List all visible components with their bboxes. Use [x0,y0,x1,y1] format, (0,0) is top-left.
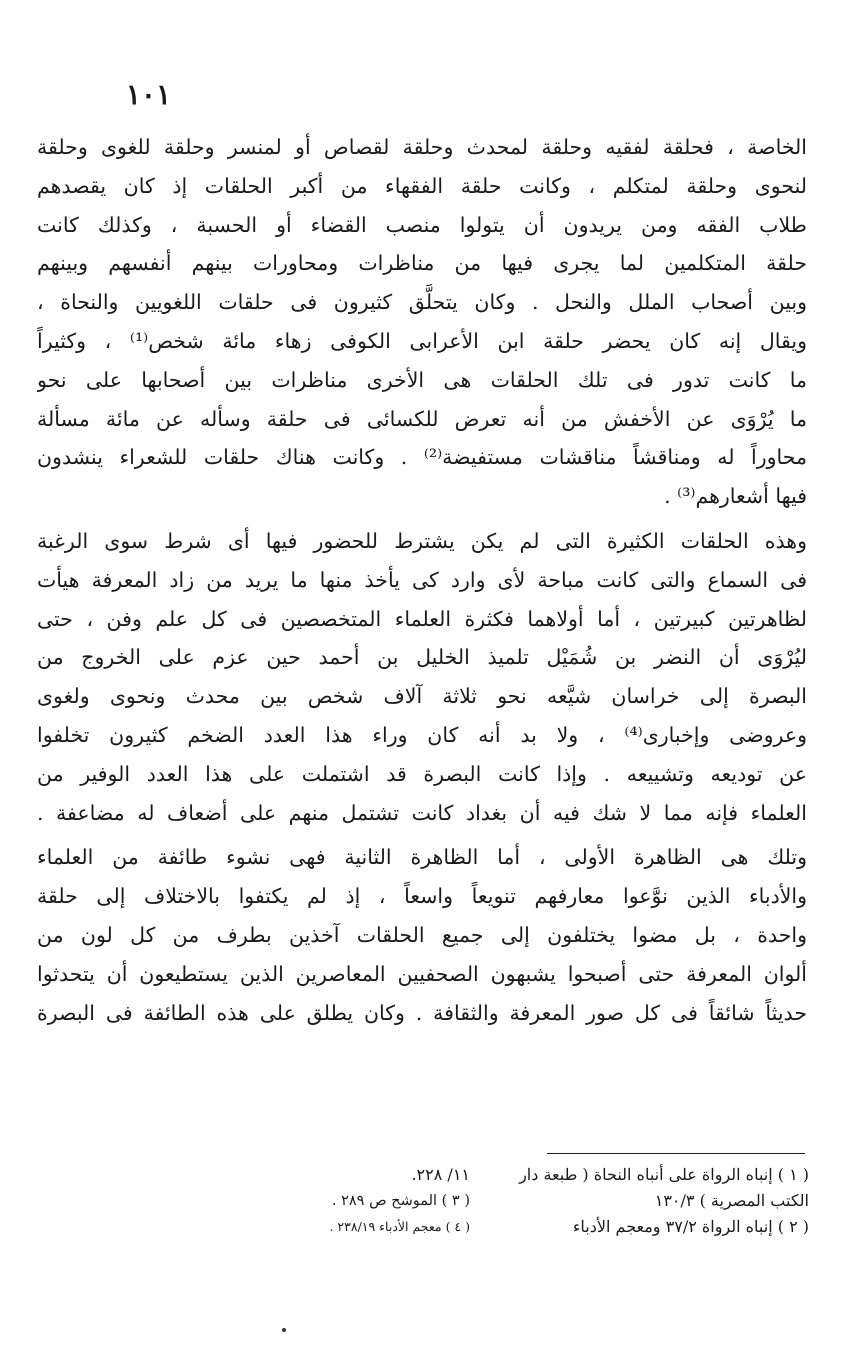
text-line: فى السماع والتى كانت مباحة لأى وارد كى يأخذ منها ما يريد من زاد المعرفة هيأت [37,567,807,592]
text-line: ما كانت تدور فى تلك الحلقات هى الأخرى مناظرات بين أصحابها على نحو [37,367,807,392]
ink-dot [282,1328,286,1332]
text-line: ليُرْوَى أن النضر بن شُمَيْل تلميذ الخليل بن أحمد حين عزم على الخروج من [37,645,807,670]
text-line: الخاصة ، فحلقة لفقيه وحلقة لمحدث وحلقة لقصاص أو لمنسر وحلقة للغوى وحلقة [37,135,807,159]
text-line: حلقة المتكلمين لما يجرى فيها من مناظرات ومحاورات بينهم أنفسهم وبينهم [37,251,807,276]
footnote-line: ( ٢ ) إنباه الرواة ٣٧/٢ ومعجم الأدباء [572,1217,809,1236]
text-line: عن توديعه وتشييعه . وإذا كانت البصرة قد اشتملت على هذا العدد الوفير من [37,761,807,786]
footnote-line: ( ٣ ) الموشح ص ٢٨٩ . [331,1193,470,1209]
footnote-line: الكتب المصرية ) ١٣٠/٣ [654,1191,809,1210]
text-line: واحدة ، بل مضوا يختلفون إلى جميع الحلقات آخذين بطرف من كل لون من [37,922,807,947]
footnote-line: ( ٤ ) معجم الأدباء ٢٣٨/١٩ . [329,1219,470,1234]
text-line: وهذه الحلقات الكثيرة التى لم يكن يشترط للحضور فيها أى شرط سوى الرغبة [37,528,807,553]
footnote-line: ١١/ ٢٢٨. [411,1165,470,1184]
text-line: ألوان المعرفة حتى أصبحوا يشبهون الصحفيين المعاصرين الذين يستطيعون أن يتحدثوا [37,961,807,986]
text-line: لنحوى وحلقة لمتكلم ، وكانت حلقة الفقهاء من أكبر الحلقات إذ كان يقصدهم [37,173,807,198]
footnotes-column-right [469,1162,809,1240]
text-line: وتلك هى الظاهرة الأولى ، أما الظاهرة الثانية فهى نشوء طائفة من العلماء [37,845,807,870]
text-line: العلماء فإنه مما لا شك فيه أن بغداد كانت تشتمل منهم على أضعاف له مضاعفة . [37,800,807,825]
text-line: طلاب الفقه ومن يريدون أن يتولوا منصب القضاء أو الحسبة ، وكذلك كانت [37,212,807,237]
text-line: ويقال إنه كان يحضر حلقة ابن الأعرابى الكوفى زهاء مائة شخص⁽¹⁾ ، وكثيراً [37,328,807,353]
text-line: ما يُرْوَى عن الأخفش من أنه تعرض للكسائى فى حلقة وسأله عن مائة مسألة [37,406,807,431]
text-line: لظاهرتين كبيرتين ، أما أولاهما فكثرة العلماء المتخصصين فى كل علم وفن ، حتى [37,606,807,631]
page-number: ١٠١ [125,78,171,111]
footnotes-column-left [330,1162,470,1240]
footnote-line: ( ١ ) إنباه الرواة على أنباه النحاة ( طبعة دار [519,1165,809,1184]
text-line: البصرة إلى خراسان شيَّعه نحو ثلاثة آلاف شخص بين محدث ونحوى ولغوى [37,684,807,709]
body-text [37,128,807,1032]
footnote-divider [547,1153,805,1154]
text-line: حديثاً شائقاً فى كل صور المعرفة والثقافة . وكان يطلق على هذه الطائفة فى البصرة [37,1000,807,1025]
text-line: وبين أصحاب الملل والنحل . وكان يتحلَّق كثيرون فى حلقات اللغويين والنحاة ، [37,290,807,315]
text-line: وعروضى وإخبارى⁽⁴⁾ ، ولا بد أنه كان وراء هذا العدد الضخم كثيرون تخلفوا [37,722,807,747]
text-line: والأدباء الذين نوَّعوا معارفهم تنويعاً واسعاً ، إذ لم يكتفوا بالاختلاف إلى حلقة [37,884,807,909]
text-line: فيها أشعارهم⁽³⁾ . [664,484,807,509]
text-line: محاوراً له ومناقشاً مناقشات مستفيضة⁽²⁾ . وكانت هناك حلقات للشعراء ينشدون [37,445,807,470]
